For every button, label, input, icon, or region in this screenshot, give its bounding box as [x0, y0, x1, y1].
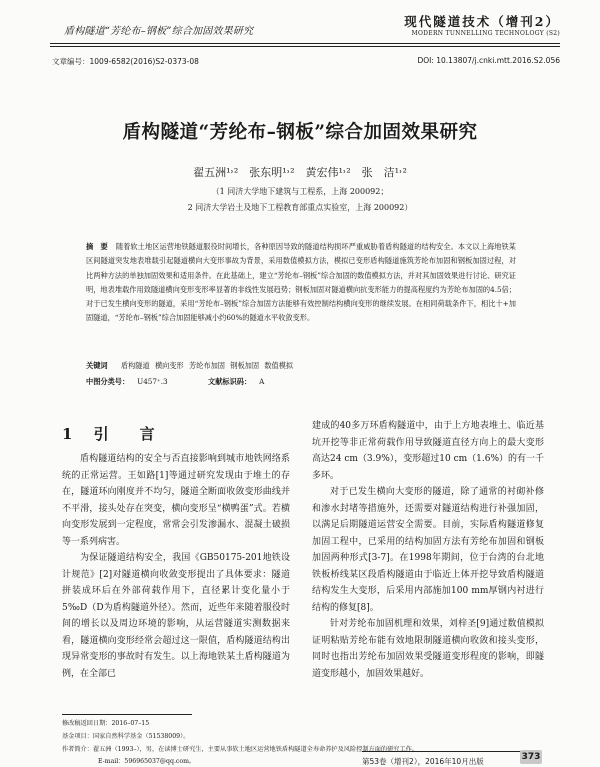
- doc-code-value: A: [259, 377, 265, 386]
- header-rule-thin: [50, 46, 560, 47]
- body-paragraph: 建成的40多万环盾构隧道中，由于上方地表堆土、临近基坑开挖等非正常荷载作用导致隧道直径方向上的最大变形高达24 cm（3.9%），变形超过10 cm（1.6%）的有一千多环。: [312, 421, 545, 481]
- body-paragraph: 为保证隧道结构安全，我国《GB50175-201地铁设计规范》[2]对隧道横向收敛变形提出了具体要求：隧道拼装成环后在外部荷载作用下，直径累计变化量小于5‰D（D为盾构隧道外径）。然而，近些年来随着服役时间的增长以及周边环境的影响，从运营隧道实测数据来看，隧道横向变形经常会超过这一限值，盾构隧道结构出现异常变形的事故时有发生。以上海地铁某土盾构隧道为例，在全部已: [62, 553, 290, 679]
- section-number: 1: [62, 425, 81, 443]
- paper-title: 盾构隧道“芳纶布–钢板”综合加固效果研究: [122, 122, 478, 143]
- section-heading: [62, 423, 163, 444]
- article-number: 文章编号：1009-6582(2016)S2-0373-08: [52, 57, 199, 66]
- clc-number: [86, 377, 168, 387]
- abstract-label: 摘 要: [86, 242, 108, 251]
- journal-name-en: MODERN TUNNELLING TECHNOLOGY (S2): [411, 30, 560, 37]
- doi: DOI: 10.13807/j.cnki.mtt.2016.S2.056: [417, 56, 560, 65]
- footnote-received: 修改稿返回日期：2016–07–15: [62, 720, 150, 727]
- keyword: 钢板加固: [230, 361, 260, 370]
- right-column: [312, 418, 544, 682]
- footnote-email: E-mail：596965037@qq.com。: [98, 758, 196, 765]
- keywords-label: 关键词: [86, 361, 108, 370]
- page-number: 373: [521, 752, 541, 762]
- keyword: 芳纶布加固: [189, 361, 225, 370]
- body-paragraph: 针对芳纶布加固机理和效果，刘梓圣[9]通过数值模拟证明粘贴芳纶布能有效地限制隧道横向收敛和接头变形，同时也指出芳纶布加固效果受隧道变形程度的影响，即隧道变形越小，加固效果越好。: [312, 619, 544, 679]
- volume-issue-info: 第53卷（增刊2），2016年10月出版: [362, 757, 484, 766]
- section-title: 引 言: [93, 425, 163, 443]
- affiliation-1: （1 同济大学地下建筑与工程系，上海 200092；: [211, 187, 389, 196]
- keyword: 数值模拟: [264, 361, 294, 370]
- abstract-text: 随着软土地区运营地铁隧道服役时间增长，各种原因导致的隧道结构损坏严重威胁着盾构隧道的结构安全。本文以上海地铁某区间隧道突发地表堆载引起隧道横向大变形事故为背景，采用数值模拟方法，模拟已变形盾构隧道施筑芳纶布加固和钢板加固过程，对比两种方法的单独加固效果和适用条件。在此基础上，建立“芳纶布–钢板”综合加固的数值模拟方法，并对其加固效果进行讨论、研究证明，地表堆载作用致隧道横向变形变形率显著的非线性发展趋势；钢板加固对隧道横向抗变形能力的提高程度约为芳纶布加固的4.5倍；对于已发生横向变形的隧道，采用“芳纶布–钢板”综合加固方法能够有效控制结构横向变形的继续发展。在相同荷载条件下，相比十+加固隧道，“芳纶布–钢板”综合加固能够减小约60%的隧道水平收敛变形。: [86, 242, 516, 323]
- footer-rule: [362, 751, 528, 752]
- left-column: [62, 451, 290, 682]
- author-list: 翟五洲¹˒² 张东明¹˒² 黄宏伟¹˒² 张 洁¹˒²: [193, 166, 407, 179]
- keywords: [86, 361, 293, 371]
- footnote-author-bio: 作者简介：翟五洲（1993–），男，在读博士研究生，主要从事软土地区运营地铁盾构隧道全寿命养护及风险控制方面的研究工作。: [62, 746, 419, 753]
- clc-value: U457⁺.3: [137, 377, 168, 386]
- footnote-funding: 基金项目：国家自然科学基金（51538009）。: [62, 733, 190, 740]
- body-paragraph: 盾构隧道结构的安全与否直接影响到城市地铁网络系统的正常运营。王如路[1]等通过研究发现由于堆土的存在，隧道环向刚度并不均匀，隧道全断面收敛变形曲线并不平滑，接头处存在突变，横向变形呈“横鸭蛋”式。若横向变形发展到一定程度，常常会引发渗漏水、混凝土破损等一系列病害。: [62, 454, 290, 547]
- running-title: 盾构隧道“芳纶布–钢板”综合加固效果研究: [64, 26, 254, 37]
- abstract: [86, 240, 516, 326]
- footnote-rule: [62, 714, 192, 715]
- journal-name: 现代隧道技术（增刊2）: [404, 14, 560, 29]
- doc-code-label: 文献标识码：: [208, 377, 252, 386]
- clc-label: 中图分类号：: [86, 377, 130, 386]
- body-paragraph: 对于已发生横向大变形的隧道，除了通常的衬砌补修和渗水封堵等措施外，还需要对隧道结构进行补强加固，以满足后期隧道运营安全需要。目前，实际盾构隧道修复加固工程中，已采用的结构加固方法有芳纶布加固和钢板加固两种形式[3-7]。在1998年期间，位于台湾的台北地铁板桥线某区段盾构隧道由于临近上体开挖导致盾构隧道结构发生大变形，后采用内部施加100 mm厚钢内衬进行结构的修复[8]。: [312, 487, 544, 613]
- header-rule-thick: [50, 43, 560, 44]
- document-code: [208, 377, 264, 387]
- keyword: 横向变形: [154, 361, 184, 370]
- affiliation-2: 2 同济大学岩土及地下工程教育部重点实验室，上海 200092）: [187, 203, 413, 212]
- keyword: 盾构隧道: [120, 361, 150, 370]
